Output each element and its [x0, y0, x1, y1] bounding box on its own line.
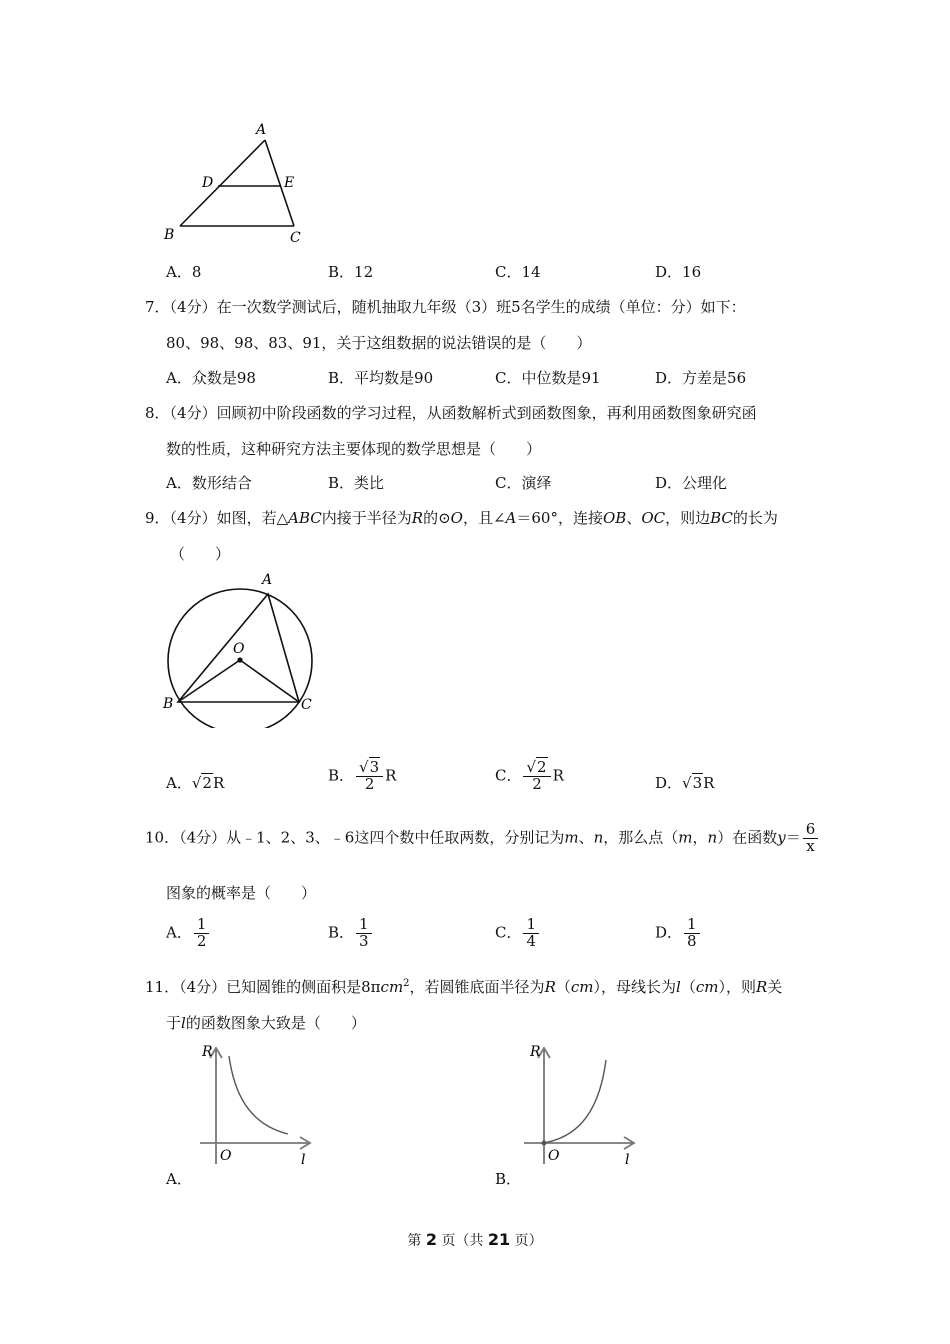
q8-stem-line2: 数的性质，这种研究方法主要体现的数学思想是（ ） — [166, 440, 542, 458]
q6-option-b[interactable]: B．12 — [328, 263, 374, 281]
circle-triangle-figure — [158, 568, 328, 728]
q8-stem-line1: 8．（4分）回顾初中阶段函数的学习过程，从函数解析式到函数图象，再利用函数图象研究函 — [145, 404, 757, 422]
q9-option-a[interactable]: A．√2R — [166, 774, 225, 792]
axis-label-R: R — [202, 1044, 213, 1060]
q10-option-a[interactable]: A． $\frac{1}{2}$ — [166, 917, 211, 950]
q7-option-d[interactable]: D．方差是56 — [655, 369, 747, 387]
label-E: E — [284, 175, 295, 191]
label-A: A — [256, 122, 267, 138]
q11-option-a[interactable]: A． — [166, 1170, 192, 1188]
q8-option-d[interactable]: D．公理化 — [655, 474, 728, 492]
q10-option-b[interactable]: B． $\frac{1}{3}$ — [328, 917, 374, 950]
label-A: A — [262, 572, 273, 588]
axis-label-R: R — [530, 1044, 541, 1060]
axis-label-l: l — [301, 1152, 306, 1168]
q10-stem-line1: 10．（4分）从﹣1、2、3、﹣6这四个数中任取两数，分别记为m、n，那么点（m，n）在函数y＝ $\frac{6}{x}$ — [145, 822, 820, 855]
label-C: C — [301, 697, 312, 713]
axis-label-l: l — [625, 1152, 630, 1168]
q8-option-b[interactable]: B．类比 — [328, 474, 385, 492]
label-B: B — [163, 696, 174, 712]
q6-option-a[interactable]: A．8 — [166, 263, 202, 281]
page-total: 21 — [487, 1230, 511, 1249]
q7-stem-line2: 80、98、98、83、91，关于这组数据的说法错误的是（ ） — [166, 334, 592, 352]
trapezoid-figure — [160, 118, 310, 248]
page-footer: 第 2 页（共 21 页） — [407, 1230, 543, 1249]
q6-option-d[interactable]: D．16 — [655, 263, 702, 281]
q11-stem-line1: 11．（4分）已知圆锥的侧面积是8πcm$^2$，若圆锥底面半径为R（cm），母线长为l（cm），则R关 — [145, 978, 783, 996]
axis-label-O: O — [220, 1148, 232, 1164]
q7-option-c[interactable]: C．中位数是91 — [495, 369, 601, 387]
q10-option-c[interactable]: C． $\frac{1}{4}$ — [495, 917, 541, 950]
q11-option-b[interactable]: B． — [495, 1170, 522, 1188]
q9-stem-line1: 9．（4分）如图，若△ABC内接于半径为R的⊙O，且∠A＝60°，连接OB、OC，则边BC的长为 — [145, 509, 778, 527]
q9-option-c[interactable]: C． $\frac{√2}{2}$ R — [495, 758, 564, 793]
q7-option-a[interactable]: A．众数是98 — [166, 369, 256, 387]
q9-option-d[interactable]: D．√3R — [655, 774, 715, 792]
q7-stem-line1: 7．（4分）在一次数学测试后，随机抽取九年级（3）班5名学生的成绩（单位：分）如下： — [145, 298, 746, 316]
q7-option-b[interactable]: B．平均数是90 — [328, 369, 434, 387]
q6-option-c[interactable]: C．14 — [495, 263, 541, 281]
graph-b — [520, 1042, 650, 1172]
q11-stem-line2: 于l的函数图象大致是（ ） — [166, 1014, 366, 1032]
q9-stem-line2: （ ） — [170, 545, 231, 563]
q10-option-d[interactable]: D． $\frac{1}{8}$ — [655, 917, 702, 950]
axis-label-O: O — [548, 1148, 560, 1164]
label-O: O — [233, 641, 245, 657]
q8-option-a[interactable]: A．数形结合 — [166, 474, 252, 492]
q9-option-b[interactable]: B． $\frac{√3}{2}$ R — [328, 758, 397, 793]
label-B: B — [164, 227, 175, 243]
label-D: D — [202, 175, 214, 191]
q8-option-c[interactable]: C．演绎 — [495, 474, 552, 492]
q10-stem-line2: 图象的概率是（ ） — [166, 884, 317, 902]
page-number: 2 — [425, 1230, 437, 1249]
graph-a — [196, 1042, 326, 1172]
label-C: C — [290, 230, 301, 246]
